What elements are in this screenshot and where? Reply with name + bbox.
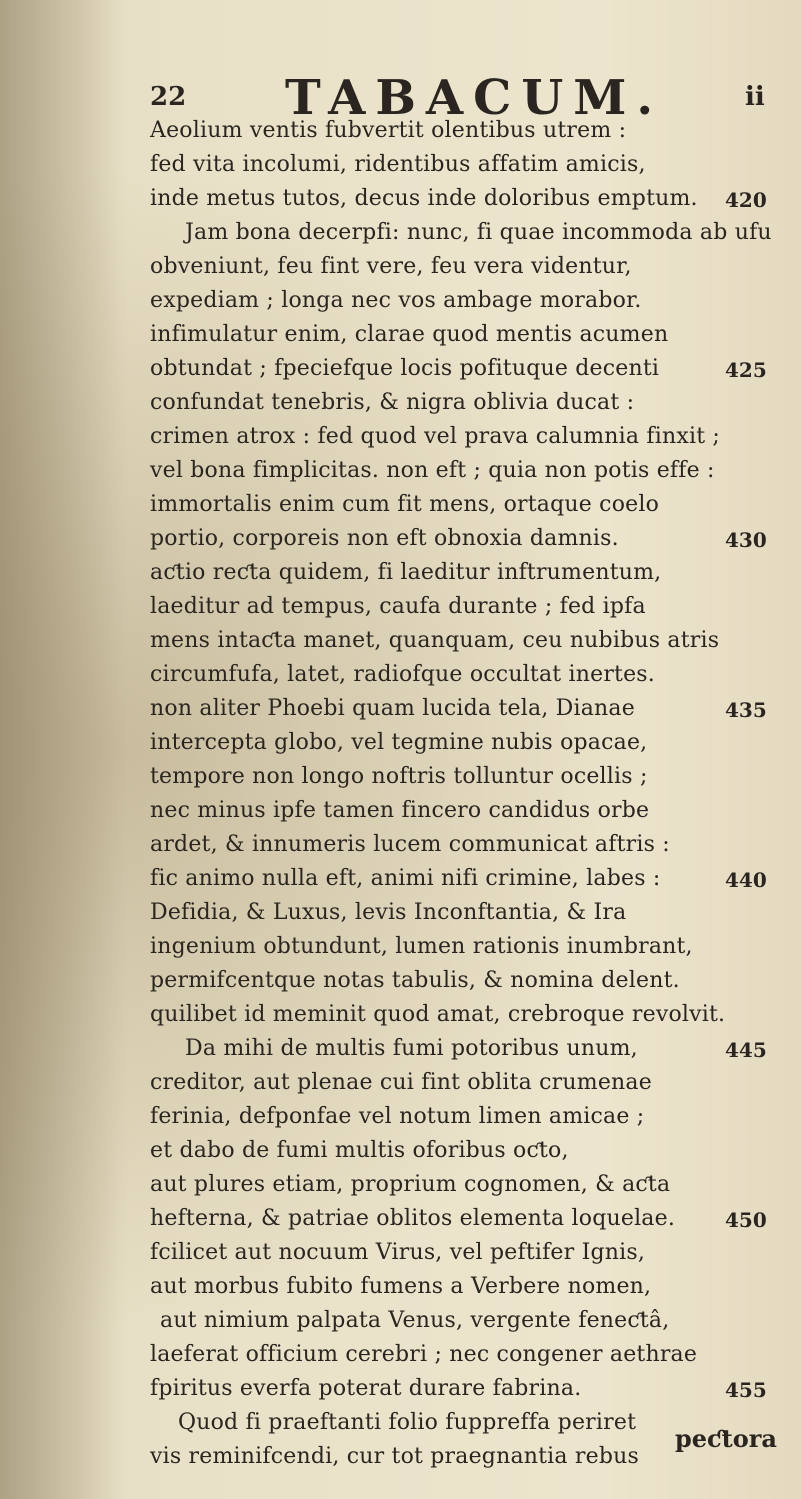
page-number: 22 [150, 82, 187, 112]
verse-line: aut nimium palpata Venus, vergente feneƈtâ, [160, 1308, 670, 1333]
signature-mark: ii [745, 82, 765, 112]
verse-line: fic animo nulla eft, animi nifi crimine, labes : [150, 866, 661, 891]
verse-line: fcilicet aut nocuum Virus, vel peftifer Ignis, [150, 1240, 646, 1265]
verse-line: aut plures etiam, proprium cognomen, & aƈta [150, 1172, 671, 1197]
verse-line: et dabo de fumi multis oforibus oƈto, [150, 1138, 569, 1163]
verse-line: intercepta globo, vel tegmine nubis opacae, [150, 730, 648, 755]
line-number: 450 [725, 1208, 767, 1232]
verse-line: Jam bona decerpfi: nunc, fi quae incommoda ab ufu [185, 220, 772, 245]
verse-line: laeditur ad tempus, caufa durante ; fed ipfa [150, 594, 646, 619]
verse-line: Da mihi de multis fumi potoribus unum, [185, 1036, 638, 1061]
line-number: 420 [725, 188, 767, 212]
verse-line: ferinia, defponfae vel notum limen amicae ; [150, 1104, 645, 1129]
verse-line: nec minus ipfe tamen fincero candidus orbe [150, 798, 650, 823]
verse-line: Quod fi praeftanti folio fuppreffa periret [178, 1410, 637, 1435]
verse-line: expediam ; longa nec vos ambage morabor. [150, 288, 642, 313]
verse-line: hefterna, & patriae oblitos elementa loquelae. [150, 1206, 676, 1231]
verse-line: ardet, & innumeris lucem communicat aftris : [150, 832, 670, 857]
catchword: peƈtora [675, 1424, 777, 1453]
verse-line: fed vita incolumi, ridentibus affatim amicis, [150, 152, 646, 177]
verse-line: aƈtio reƈta quidem, fi laeditur inftrumentum, [150, 560, 662, 585]
line-number: 430 [725, 528, 767, 552]
verse-line: vel bona fimplicitas. non eft ; quia non potis effe : [150, 458, 715, 483]
verse-line: immortalis enim cum fit mens, ortaque coelo [150, 492, 660, 517]
verse-line: Defidia, & Luxus, levis Inconftantia, & Ira [150, 900, 627, 925]
verse-line: infimulatur enim, clarae quod mentis acumen [150, 322, 669, 347]
line-number: 440 [725, 868, 767, 892]
verse-line: fpiritus everfa poterat durare fabrina. [150, 1376, 582, 1401]
verse-line: tempore non longo noftris tolluntur ocellis ; [150, 764, 648, 789]
verse-line: aut morbus fubito fumens a Verbere nomen, [150, 1274, 652, 1299]
verse-line: quilibet id meminit quod amat, crebroque revolvit. [150, 1002, 726, 1027]
verse-line: obtundat ; fpeciefque locis pofituque decenti [150, 356, 660, 381]
verse-line: creditor, aut plenae cui fint oblita crumenae [150, 1070, 652, 1095]
verse-line: laeferat officium cerebri ; nec congener aethrae [150, 1342, 698, 1367]
verse-line: confundat tenebris, & nigra oblivia ducat : [150, 390, 635, 415]
verse-line: portio, corporeis non eft obnoxia damnis. [150, 526, 619, 551]
verse-line: permifcentque notas tabulis, & nomina delent. [150, 968, 680, 993]
verse-line: non aliter Phoebi quam lucida tela, Dianae [150, 696, 635, 721]
verse-line: crimen atrox : fed quod vel prava calumnia finxit ; [150, 424, 721, 449]
verse-line: obveniunt, feu fint vere, feu vera videntur, [150, 254, 632, 279]
verse-line: ingenium obtundunt, lumen rationis inumbrant, [150, 934, 693, 959]
line-number: 425 [725, 358, 767, 382]
line-number: 435 [725, 698, 767, 722]
verse-line: vis reminifcendi, cur tot praegnantia rebus [150, 1444, 640, 1469]
verse-line: circumfufa, latet, radiofque occultat inertes. [150, 662, 655, 687]
verse-line: inde metus tutos, decus inde doloribus emptum. [150, 186, 698, 211]
verse-line: mens intaƈta manet, quanquam, ceu nubibus atris [150, 628, 720, 653]
line-number: 445 [725, 1038, 767, 1062]
line-number: 455 [725, 1378, 767, 1402]
verse-line: Aeolium ventis fubvertit olentibus utrem : [150, 118, 627, 143]
running-title: TABACUM. [285, 70, 664, 126]
